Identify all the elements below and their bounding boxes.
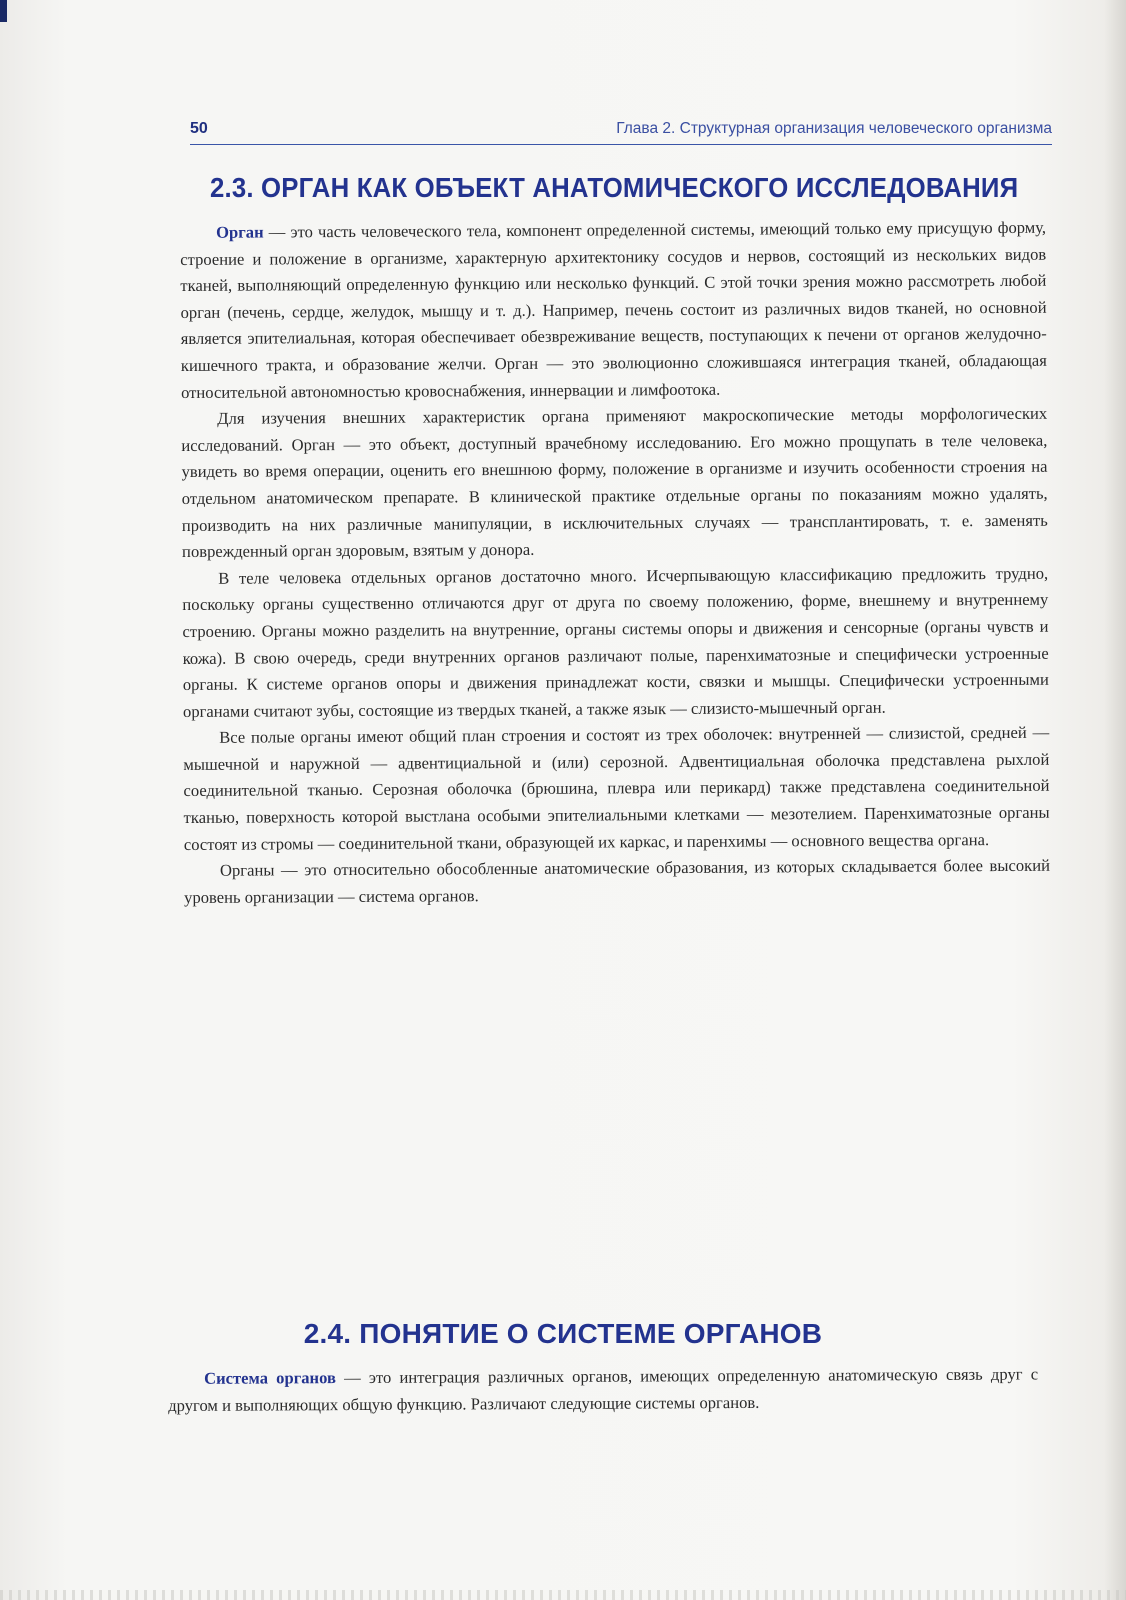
term-organ: Орган: [216, 222, 264, 242]
section-heading-2-3: 2.3. ОРГАН КАК ОБЪЕКТ АНАТОМИЧЕСКОГО ИССЛЕДОВАНИЯ: [210, 172, 1019, 203]
page-edge-shadow: [1104, 0, 1126, 1600]
paragraph: Органы — это относительно обособленные анатомические образования, из которых складывается более высокий уровень организации — система органов.: [184, 855, 1051, 907]
running-header: [190, 118, 1052, 145]
paragraph-text: — это интеграция различных органов, имеющих определенную анатомическую связь друг с другом и выполняющих общую функцию. Различают следующие системы органов.: [168, 1364, 1039, 1415]
section-2-4-body: [168, 1361, 1038, 1419]
paragraph: Все полые органы имеют общий план строения и состоят из трех оболочек: внутренней — слизистой, средней — мышечной и наружной — адвентициальной и (или) серозной. Адвентициальная оболочка представлена рыхлой соединительной тканью. Серозная оболочка (брюшина, плевра или перикард) также представлена соединительной тканью, поверхность которой выстлана особыми эпителиальными клетками — мезотелием. Паренхиматозные органы состоят из стромы — соединительной ткани, образующей их каркас, и паренхимы — основного вещества органа.: [183, 722, 1050, 854]
paragraph-text: — это часть человеческого тела, компонент определенной системы, имеющий только ему присущую форму, строение и положение в организме, характерную архитектонику сосудов и нервов, состоящий из нескольких видов тканей, выполняющий определенную функцию или несколько функций. С этой точки зрения можно рассмотреть любой орган (печень, сердце, желудок, мышцу и т. д.). Например, печень состоит из различных видов тканей, но основной является эпителиальная, которая обеспечивает обезвреживание веществ, поступающих к печени от органов желудочно-кишечного тракта, и образование желчи. Орган — это эволюционно сложившаяся интеграция тканей, обладающая относительной автономностью кровоснабжения, иннервации и лимфоотока.: [180, 217, 1047, 402]
paragraph: В теле человека отдельных органов достаточно много. Исчерпывающую классификацию предложить трудно, поскольку органы существенно отличаются друг от друга по своему положению, форме, внешнему и внутреннему строению. Органы можно разделить на внутренние, органы системы опоры и движения и сенсорные (органы чувств и кожа). В свою очередь, среди внутренних органов различают полые, паренхиматозные и специфически устроенные органы. К системе органов опоры и движения принадлежат кости, связки и мышцы. Специфически устроенными органами считают зубы, состоящие из твердых тканей, а также язык — слизисто-мышечный орган.: [182, 563, 1049, 721]
chapter-title: Глава 2. Структурная организация человеческого организма: [616, 120, 1052, 137]
paragraph: [180, 215, 1047, 406]
section-2-3-body: [180, 215, 1050, 912]
corner-mark: [0, 0, 7, 22]
paragraph: [168, 1361, 1038, 1419]
page-number: 50: [190, 120, 208, 137]
paragraph: Для изучения внешних характеристик органа применяют макроскопические методы морфологических исследований. Орган — это объект, доступный врачебному исследованию. Его можно прощупать в теле человека, увидеть во время операции, оценить его внешнюю форму, положение в организме и изучить особенности строения на отдельном анатомическом препарате. В клинической практике отдельные органы по показаниям можно удалять, производить на них различные манипуляции, в исключительных случаях — трансплантировать, т. е. заменять поврежденный орган здоровым, взятым у донора.: [181, 403, 1048, 562]
term-organ-system: Система органов: [204, 1368, 336, 1388]
section-heading-2-4: 2.4. ПОНЯТИЕ О СИСТЕМЕ ОРГАНОВ: [303, 1318, 823, 1349]
scan-edge-artifact: [0, 1590, 1126, 1600]
